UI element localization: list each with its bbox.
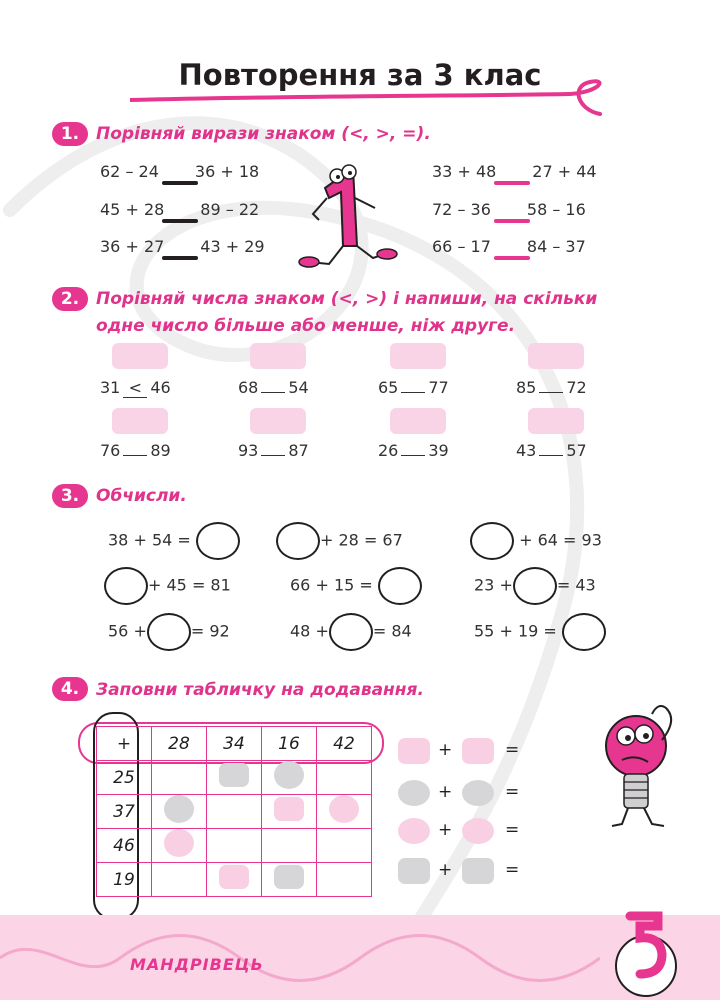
pink-square-marker [219,865,249,889]
equation: 56 + = 92 [108,613,230,651]
answer-box[interactable] [112,408,168,434]
table-row [97,761,372,795]
compare-pair: 68 54 [238,378,309,397]
task-4-instruction: Заповни табличку на додавання. [96,680,424,700]
table-row [97,863,372,897]
table-cell[interactable] [207,863,262,897]
row-header: 46 [97,829,152,863]
table-cell[interactable] [207,795,262,829]
t1-left-1: 62 – 24 36 + 18 [100,162,260,181]
equals-sign: = [505,740,520,760]
sign-slot[interactable] [261,455,285,456]
t1-left-3: 36 + 27 43 + 29 [100,237,265,256]
equation: + 28 = 67 [276,522,403,560]
gray-circle-marker [462,780,494,806]
table-cell[interactable] [317,795,372,829]
equals-sign: = [505,782,520,802]
row-header: 25 [97,761,152,795]
answer-circle[interactable] [147,613,191,651]
compare-pair: 65 77 [378,378,449,397]
table-cell[interactable] [317,829,372,863]
table-corner: + [97,727,152,761]
gray-circle-marker [398,780,430,806]
answer-line[interactable] [494,181,530,185]
t1-left-2: 45 + 28 89 – 22 [100,200,260,219]
pink-circle-marker [398,818,430,844]
table-header-row [97,727,372,761]
task-3-instruction: Обчисли. [96,486,187,506]
equals-sign: = [505,820,520,840]
pink-circle-marker [462,818,494,844]
answer-line[interactable] [162,181,198,185]
gray-circle-marker [164,795,194,823]
answer-circle[interactable] [329,613,373,651]
gray-square-marker [398,858,430,884]
gray-circle-marker [274,761,304,789]
title-underline [130,78,620,128]
sign-slot[interactable] [261,392,285,393]
footer-swirl [0,918,600,998]
pink-circle-marker [164,829,194,857]
answer-box[interactable] [528,408,584,434]
answer-line[interactable] [494,256,530,260]
pink-square-marker [462,738,494,764]
sign-slot[interactable] [401,455,425,456]
task-4-badge: 4. [52,677,88,701]
table-cell[interactable] [262,795,317,829]
equation: + 45 = 81 [104,567,231,605]
pink-square-marker [274,797,304,821]
table-cell[interactable] [207,829,262,863]
answer-circle[interactable] [562,613,606,651]
pink-circle-marker [329,795,359,823]
table-cell[interactable] [152,829,207,863]
plus-sign: + [438,782,453,802]
row-header: 37 [97,795,152,829]
answer-line[interactable] [162,219,198,223]
row-header: 19 [97,863,152,897]
addition-table [96,726,372,897]
compare-pair: 31 < 46 [100,378,171,397]
answer-box[interactable] [112,343,168,369]
compare-pair: 76 89 [100,441,171,460]
answer-box[interactable] [390,408,446,434]
column-header: 42 [317,727,372,761]
sign-slot[interactable] [401,392,425,393]
table-row [97,795,372,829]
answer-box[interactable] [250,408,306,434]
compare-pair: 93 87 [238,441,309,460]
publisher-logo: МАНДРІВЕЦЬ [130,955,264,974]
sign-slot[interactable] [539,392,563,393]
sign-slot[interactable] [539,455,563,456]
compare-pair: 85 72 [516,378,587,397]
task-1-badge: 1. [52,122,88,146]
light-bulb-mascot-illustration [592,700,692,840]
answer-box[interactable] [390,343,446,369]
table-cell[interactable] [152,761,207,795]
column-header: 28 [152,727,207,761]
gray-square-marker [274,865,304,889]
task-2-instruction-line-2: одне число більше або менше, ніж друге. [96,316,516,336]
page-title: Повторення за 3 клас [178,58,542,92]
answer-circle[interactable] [276,522,320,560]
pink-square-marker [398,738,430,764]
column-header: 34 [207,727,262,761]
table-cell[interactable] [262,863,317,897]
equation: 48 + = 84 [290,613,412,651]
answer-line[interactable] [494,219,530,223]
task-2-badge: 2. [52,287,88,311]
table-row [97,829,372,863]
table-cell[interactable] [207,761,262,795]
answer-box[interactable] [250,343,306,369]
t1-right-3: 66 – 17 84 – 37 [432,237,586,256]
task-2-instruction-line-1: Порівняй числа знаком (<, >) і напиши, на скільки [96,289,598,309]
sign-slot[interactable]: < [123,378,147,398]
equation: + 64 = 93 [470,522,602,560]
compare-pair: 43 57 [516,441,587,460]
plus-sign: + [438,820,453,840]
column-header: 16 [262,727,317,761]
answer-circle[interactable] [513,567,557,605]
task-3-badge: 3. [52,484,88,508]
answer-circle[interactable] [378,567,422,605]
answer-circle[interactable] [470,522,514,560]
task-1-instruction: Порівняй вирази знаком (<, >, =). [96,124,431,144]
equals-sign: = [505,860,520,880]
sign-slot[interactable] [123,455,147,456]
gray-square-marker [462,858,494,884]
equation: 55 + 19 = [474,613,606,651]
plus-sign: + [438,860,453,880]
gray-square-marker [219,763,249,787]
compare-pair: 26 39 [378,441,449,460]
table-cell[interactable] [317,863,372,897]
table-cell[interactable] [152,863,207,897]
answer-circle[interactable] [196,522,240,560]
answer-circle[interactable] [104,567,148,605]
table-cell[interactable] [262,761,317,795]
equation: 38 + 54 = [108,522,240,560]
table-cell[interactable] [262,829,317,863]
number-one-mascot-illustration [295,158,405,276]
answer-line[interactable] [162,256,198,260]
plus-sign: + [438,740,453,760]
answer-box[interactable] [528,343,584,369]
equation: 23 + = 43 [474,567,596,605]
equation: 66 + 15 = [290,567,422,605]
t1-right-2: 72 – 36 58 – 16 [432,200,586,219]
table-cell[interactable] [317,761,372,795]
t1-right-1: 33 + 48 27 + 44 [432,162,597,181]
table-cell[interactable] [152,795,207,829]
